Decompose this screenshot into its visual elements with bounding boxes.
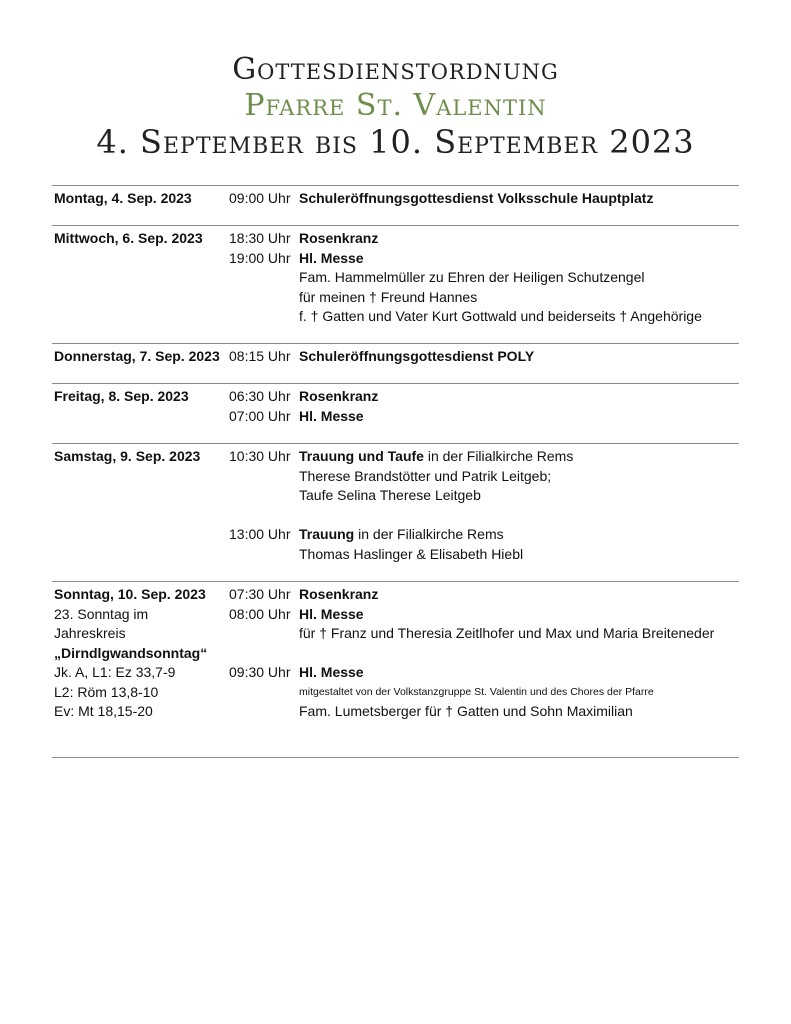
parish-name: Pfarre St. Valentin xyxy=(244,88,547,123)
page-title: Gottesdienstordnung xyxy=(232,52,559,87)
day-cell xyxy=(54,229,230,249)
event-title: Hl. Messe xyxy=(299,249,364,266)
event-title: Rosenkranz xyxy=(299,230,379,246)
event-time: 09:00 Uhr xyxy=(229,190,291,206)
events-cell xyxy=(229,344,739,367)
day-date: Sonntag, 10. Sep. 2023 xyxy=(54,586,206,602)
event-note: Fam. Hammelmüller zu Ehren der Heiligen Schutzengel xyxy=(299,269,645,285)
feast-name: „Dirndlgwandsonntag“ xyxy=(54,644,208,661)
event-note: Therese Brandstötter und Patrik Leitgeb; xyxy=(299,467,552,484)
gospel: Ev: Mt 18,15-20 xyxy=(54,703,153,719)
event xyxy=(229,663,739,683)
day-cell xyxy=(54,387,230,407)
liturgical-day: 23. Sonntag im xyxy=(54,605,149,622)
day-row-saturday xyxy=(52,443,739,581)
day-cell xyxy=(54,347,230,367)
reading-2: L2: Röm 13,8-10 xyxy=(54,683,159,700)
events-cell xyxy=(229,226,739,327)
event-location: in der Filialkirche Rems xyxy=(423,448,574,464)
event xyxy=(229,229,739,249)
events-cell xyxy=(229,444,739,564)
event-time: 09:30 Uhr xyxy=(229,664,291,680)
event-time: 07:30 Uhr xyxy=(229,586,291,602)
event-location: in der Filialkirche Rems xyxy=(354,526,504,542)
event xyxy=(229,407,739,427)
event-time: 10:30 Uhr xyxy=(229,448,291,464)
event-title: Schuleröffnungsgottesdienst Volksschule Hauptplatz xyxy=(299,190,654,206)
event-note: Thomas Haslinger & Elisabeth Hiebl xyxy=(299,545,524,562)
event xyxy=(229,347,739,367)
event xyxy=(229,605,739,625)
event-title: Hl. Messe xyxy=(299,605,364,622)
day-date: Montag, 4. Sep. 2023 xyxy=(54,190,192,206)
day-row-sunday xyxy=(52,581,739,758)
event-note: für † Franz und Theresia Zeitlhofer und Max und Maria Breiteneder xyxy=(299,625,715,641)
event-title: Trauung xyxy=(299,526,355,542)
event xyxy=(229,585,739,605)
event-note: Taufe Selina Therese Leitgeb xyxy=(299,487,481,503)
page-header xyxy=(0,52,791,160)
reading-1: Jk. A, L1: Ez 33,7-9 xyxy=(54,664,176,680)
event-time: 07:00 Uhr xyxy=(229,407,291,424)
day-date: Samstag, 9. Sep. 2023 xyxy=(54,448,201,464)
event xyxy=(229,189,739,209)
events-cell xyxy=(229,582,739,722)
day-cell xyxy=(54,585,230,722)
event-title: Rosenkranz xyxy=(299,586,379,602)
event-time: 06:30 Uhr xyxy=(229,388,291,404)
event xyxy=(229,447,739,467)
day-date: Donnerstag, 7. Sep. 2023 xyxy=(54,348,220,364)
event-title: Schuleröffnungsgottesdienst POLY xyxy=(299,348,535,364)
schedule-table xyxy=(52,185,739,758)
day-row-friday xyxy=(52,383,739,443)
day-cell xyxy=(54,189,230,209)
date-range: 4. September bis 10. September 2023 xyxy=(96,123,695,161)
day-date: Freitag, 8. Sep. 2023 xyxy=(54,388,189,404)
event-note: für meinen † Freund Hannes xyxy=(299,288,478,305)
event-time: 19:00 Uhr xyxy=(229,249,291,266)
liturgical-season: Jahreskreis xyxy=(54,625,126,641)
event-note: f. † Gatten und Vater Kurt Gottwald und beiderseits † Angehörige xyxy=(299,308,702,324)
events-cell xyxy=(229,186,739,209)
day-cell xyxy=(54,447,230,467)
event-small-note: mitgestaltet von der Volkstanzgruppe St. Valentin und des Chores der Pfarre xyxy=(299,685,654,698)
day-row-thursday xyxy=(52,343,739,383)
event-time: 13:00 Uhr xyxy=(229,526,291,542)
day-row-wednesday xyxy=(52,225,739,343)
event-title: Hl. Messe xyxy=(299,407,364,424)
event-time: 18:30 Uhr xyxy=(229,230,291,246)
event-time: 08:15 Uhr xyxy=(229,348,291,364)
event-title: Hl. Messe xyxy=(299,664,364,680)
event-title: Rosenkranz xyxy=(299,388,379,404)
event-title: Trauung und Taufe xyxy=(299,448,424,464)
event xyxy=(229,249,739,269)
day-row-monday xyxy=(52,185,739,225)
event xyxy=(229,387,739,407)
events-cell xyxy=(229,384,739,426)
event-note: Fam. Lumetsberger für † Gatten und Sohn Maximilian xyxy=(299,703,633,719)
event xyxy=(229,525,739,545)
day-date: Mittwoch, 6. Sep. 2023 xyxy=(54,230,203,246)
event-time: 08:00 Uhr xyxy=(229,605,291,622)
